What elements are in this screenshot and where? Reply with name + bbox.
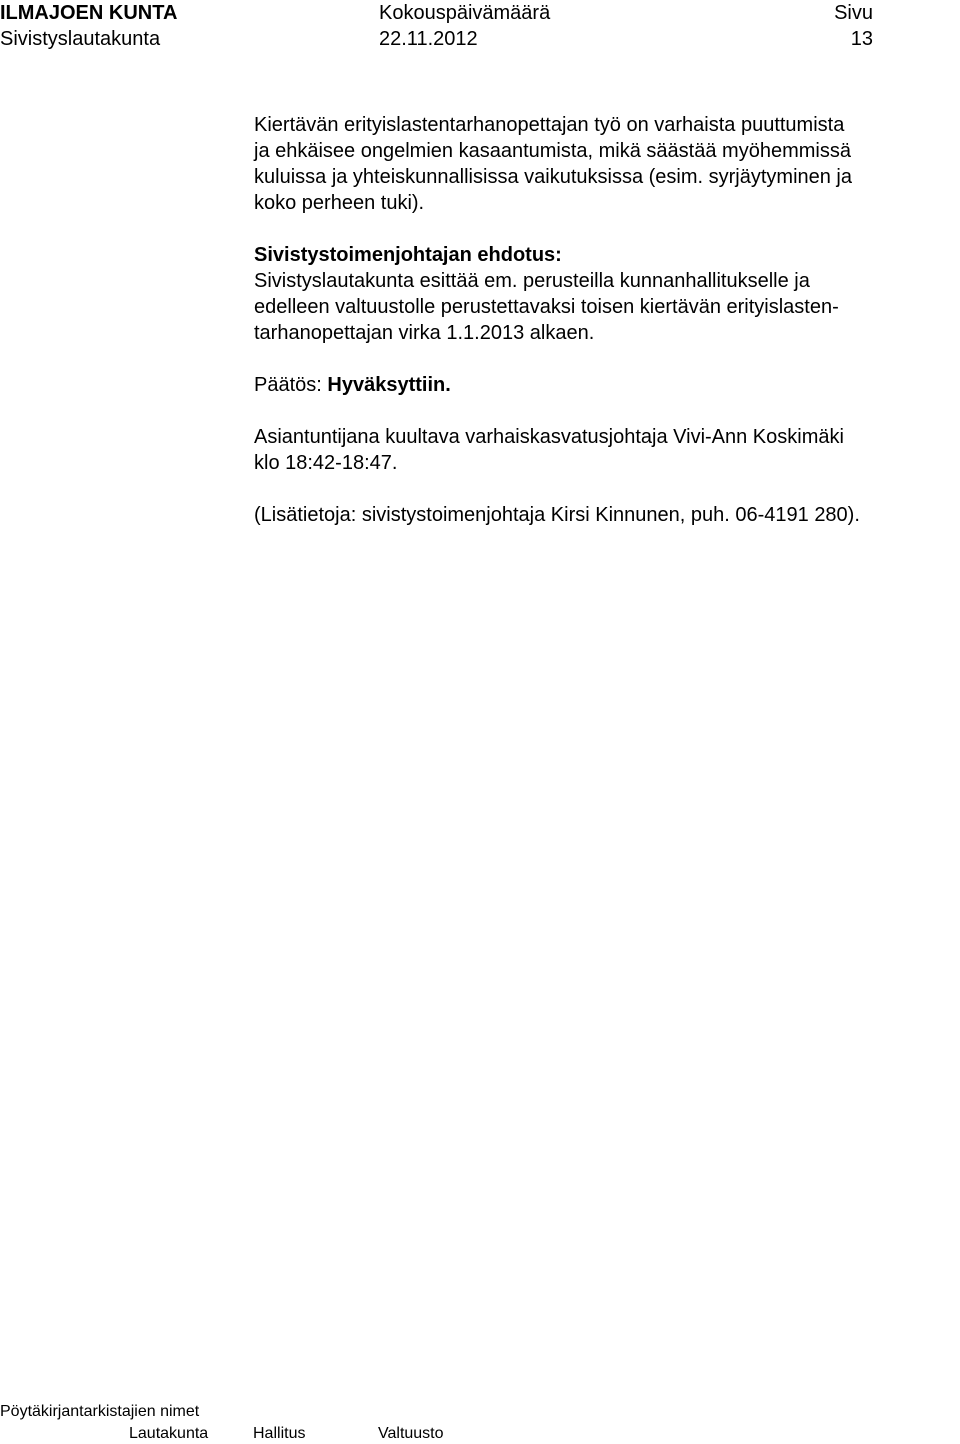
- text-line: koko perheen tuki).: [254, 192, 425, 214]
- text-line: ja ehkäisee ongelmien kasaantumista, mikä säästää myöhemmissä: [254, 140, 851, 162]
- meeting-date-label: Kokouspäivämäärä: [379, 2, 551, 24]
- decision: [254, 372, 954, 398]
- proposal-heading: Sivistystoimenjohtajan ehdotus:: [254, 244, 562, 266]
- text-line: edelleen valtuustolle perustettavaksi toisen kiertävän erityislasten-: [254, 296, 839, 318]
- paragraph-proposal: [254, 268, 954, 346]
- text-line: kuluissa ja yhteiskunnallisissa vaikutuksissa (esim. syrjäytyminen ja: [254, 166, 852, 188]
- text-line: Sivistyslautakunta esittää em. perusteilla kunnanhallitukselle ja: [254, 270, 810, 292]
- text-line: Kiertävän erityislastentarhanopettajan työ on varhaista puuttumista: [254, 114, 845, 136]
- page-number: 13: [850, 28, 873, 50]
- paragraph-info: (Lisätietoja: sivistystoimenjohtaja Kirsi Kinnunen, puh. 06-4191 280).: [254, 504, 860, 526]
- paragraph-background: [254, 112, 954, 216]
- header-organization: [0, 0, 177, 52]
- text-line: klo 18:42-18:47.: [254, 452, 398, 474]
- paragraph-expert: [254, 424, 954, 476]
- text-line: tarhanopettajan virka 1.1.2013 alkaen.: [254, 322, 595, 344]
- footer-body-valtuusto: Valtuusto: [378, 1425, 444, 1442]
- decision-label: Päätös:: [254, 374, 328, 396]
- footer-signatures-label: Pöytäkirjantarkistajien nimet: [0, 1403, 200, 1420]
- department-name: Sivistyslautakunta: [0, 28, 161, 50]
- header-meeting-date: [379, 0, 550, 52]
- decision-value: Hyväksyttiin.: [327, 374, 451, 396]
- meeting-date-value: 22.11.2012: [379, 28, 478, 50]
- header-page: [830, 0, 873, 52]
- organization-name: ILMAJOEN KUNTA: [0, 2, 178, 24]
- document-body: [254, 112, 954, 528]
- page-label: Sivu: [834, 2, 873, 24]
- footer-body-hallitus: Hallitus: [253, 1425, 306, 1442]
- text-line: Asiantuntijana kuultava varhaiskasvatusjohtaja Vivi-Ann Koskimäki: [254, 426, 844, 448]
- footer-body-lautakunta: Lautakunta: [129, 1425, 209, 1442]
